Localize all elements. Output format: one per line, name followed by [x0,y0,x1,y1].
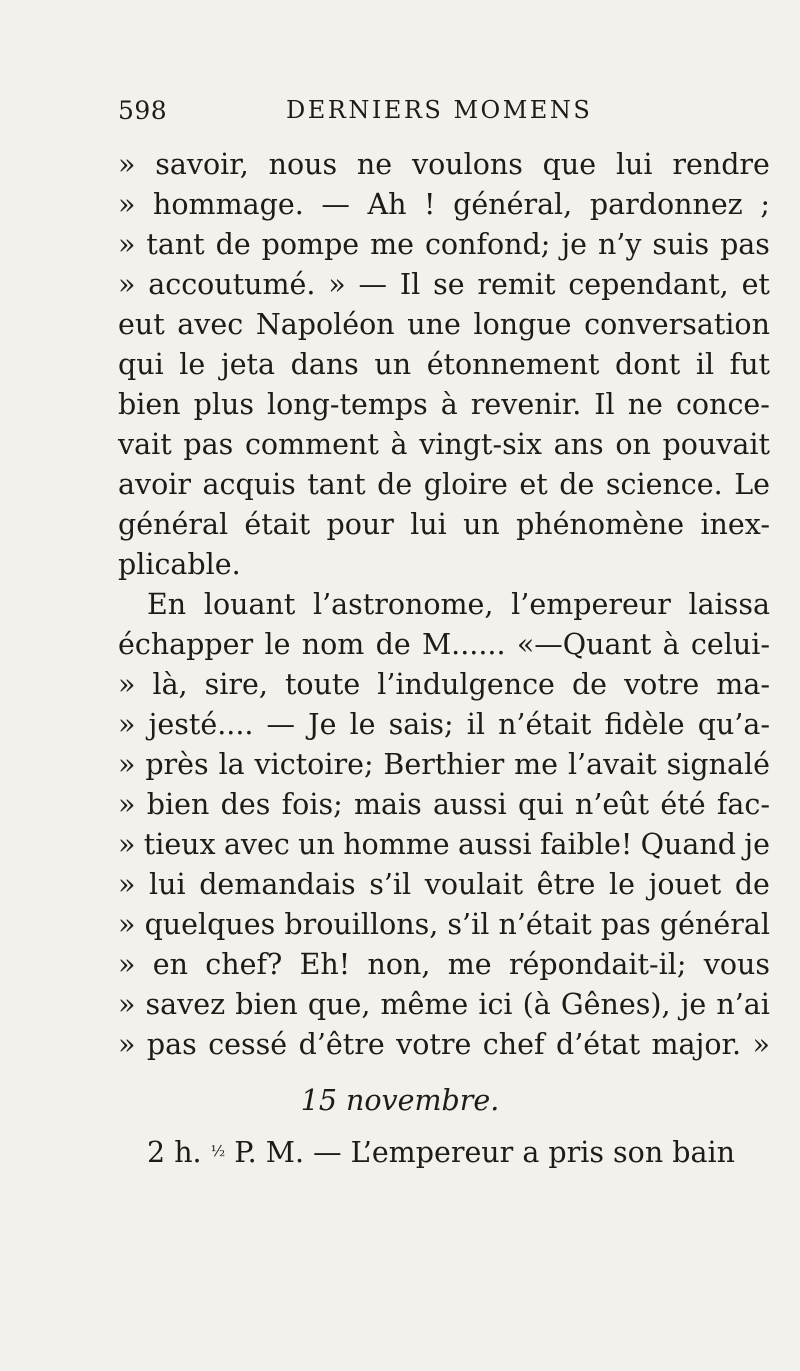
word: être [536,868,596,901]
word: je [680,988,707,1021]
word: me [514,748,559,781]
page-number: 598 [118,96,168,125]
word: n’y [597,228,642,261]
word: — [321,188,350,221]
text-line [118,625,770,665]
word: un [374,348,412,381]
word: (à [522,988,551,1021]
word: bien [118,388,181,421]
word: nom [301,628,365,661]
text-line [118,865,770,905]
word: que [542,148,597,181]
word: tant [146,228,205,261]
word: » [118,228,136,261]
word: ans [553,428,604,461]
word: ne [356,148,393,181]
text-line [118,905,770,945]
word: rendre [672,148,770,181]
word: » [118,188,136,221]
word: voulait [424,868,524,901]
word: l’astronome, [312,588,494,621]
word: voulons [411,148,523,181]
word: un [463,508,500,541]
word: de [559,468,595,501]
word: qui [518,788,564,821]
word: des [220,788,271,821]
word: général [118,508,229,541]
word: victoire; [254,748,374,781]
word: » [118,268,136,301]
word: à [662,628,680,661]
word: mais [353,788,422,821]
word: «—Quant [516,628,652,661]
word: que, [307,988,371,1021]
word: pardonnez [589,188,743,221]
text-line [118,825,770,865]
word: d’être [298,1028,385,1061]
word: avoir [118,468,191,501]
word: ; [760,188,770,221]
text-line [118,745,770,785]
word: votre [396,1028,472,1061]
word: conversation [584,308,770,341]
word: Le [734,468,770,501]
word: tieux [143,828,216,861]
word: bien [146,788,210,821]
word: fois; [281,788,343,821]
text-line [118,385,770,425]
word: jouet [648,868,722,901]
word: — [358,268,388,301]
word: tant [307,468,366,501]
word: » [118,1028,136,1061]
text-line [118,945,770,985]
word: » [118,908,136,941]
word: longue [473,308,572,341]
word: — [266,708,296,741]
word: votre [624,668,700,701]
word: En [147,588,187,621]
word: s’il [447,908,490,941]
word: le [179,348,206,381]
word: à [440,388,458,421]
text-line [118,505,770,545]
last-line-text: P. M. — L’empereur a pris son bain [234,1136,735,1169]
word: me [370,228,415,261]
word: » [118,148,136,181]
word: sire, [204,668,268,701]
word: demandais [199,868,356,901]
word: d’état [555,1028,641,1061]
word: celui- [690,628,770,661]
word: lui [149,868,186,901]
word: non, [367,948,431,981]
word: général, [453,188,573,221]
word: était [244,508,311,541]
word: cependant, [568,268,729,301]
word: laissa [688,588,770,621]
word: pas [146,1028,197,1061]
word: science. [605,468,723,501]
word: dont [615,348,681,381]
word: dans [290,348,359,381]
word: lui [410,508,447,541]
word: Quand [640,828,736,861]
word: me [447,948,492,981]
word: confond; [424,228,551,261]
word: Berthier [383,748,505,781]
word: le [609,868,635,901]
text-line [118,785,770,825]
word: à [390,428,408,461]
word: avec [223,828,290,861]
word: s’il [369,868,412,901]
word: ici [478,988,513,1021]
word: » [328,268,346,301]
word: l’avait [567,748,657,781]
text-line [118,705,770,745]
word: sais; [388,708,454,741]
word: long-temps [267,388,428,421]
word: acquis [202,468,296,501]
word: pouvait [662,428,770,461]
word: aussi [457,828,532,861]
word: ne [627,388,663,421]
word: là, [152,668,188,701]
word: Eh! [299,948,351,981]
word: jeta [220,348,276,381]
word: je [561,228,587,261]
word: » [118,828,136,861]
word: échapper [118,628,254,661]
word: étonnement [426,348,600,381]
word: » [118,868,136,901]
running-head: DERNIERS MOMENS [286,96,593,124]
text-line [118,665,770,705]
text-line [147,585,770,625]
word: pas [720,228,770,261]
word: le [264,628,291,661]
word: chef? [205,948,283,981]
text-line [118,465,770,505]
word: » [752,1028,770,1061]
word: hommage. [153,188,304,221]
word: nous [268,148,338,181]
word: il [466,708,485,741]
word: faible! [539,828,633,861]
word: fut [729,348,770,381]
word: il [695,348,715,381]
text-line [118,265,770,305]
text-line [118,1025,770,1065]
word: l’indulgence [377,668,555,701]
word: Il [399,268,421,301]
text-line: plicable. [118,548,241,581]
word: accoutumé. [148,268,316,301]
word: » [118,988,136,1021]
word: » [118,708,136,741]
word: ! [424,188,436,221]
text-line [118,985,770,1025]
word: comment [244,428,379,461]
word: vingt-six [419,428,542,461]
word: inex- [700,508,770,541]
word: de [377,468,413,501]
word: Ah [367,188,407,221]
word: gloire [423,468,508,501]
word: je [744,828,770,861]
date-heading: 15 novembre. [300,1084,500,1117]
word: n’était [498,908,592,941]
word: suis [652,228,710,261]
word: » [118,668,136,701]
text-line [118,425,770,465]
word: phénomène [516,508,685,541]
word: revenir. [470,388,582,421]
word: pour [326,508,394,541]
word: bien [235,988,298,1021]
word: chef [482,1028,545,1061]
text-line [118,345,770,385]
word: général [659,908,770,941]
word: Napoléon [255,308,395,341]
word: jesté.... [148,708,254,741]
word: Il [594,388,615,421]
word: Gênes), [560,988,671,1021]
word: n’eût [575,788,650,821]
word: pas [183,428,234,461]
word: et [519,468,548,501]
last-line [147,1131,770,1173]
word: se [433,268,465,301]
word: louant [203,588,296,621]
word: le [349,708,376,741]
text-line [118,185,770,225]
word: savoir, [155,148,249,181]
text-line [118,225,770,265]
word: brouillons, [284,908,439,941]
word: fidèle [604,708,685,741]
word: » [118,948,136,981]
word: Je [308,708,337,741]
page-header [118,96,678,136]
word: ma- [716,668,770,701]
word: lui [615,148,653,181]
word: pompe [261,228,360,261]
word: fac- [716,788,770,821]
text-line [118,305,770,345]
word: l’empereur [511,588,671,621]
word: qu’a- [697,708,770,741]
word: major. [651,1028,742,1061]
word: de [215,228,251,261]
word: cessé [208,1028,288,1061]
word: conce- [675,388,770,421]
word: quelques [144,908,276,941]
word: homme [343,828,450,861]
word: n’était [498,708,592,741]
word: aussi [433,788,507,821]
word: n’ai [716,988,770,1021]
word: remit [477,268,556,301]
word: été [660,788,706,821]
word: et [741,268,770,301]
word: de [375,628,411,661]
word: une [407,308,461,341]
word: près [145,748,209,781]
word: répondait-il; [508,948,687,981]
word: pas [600,908,651,941]
word: toute [284,668,361,701]
word: eut [118,308,165,341]
word: la [218,748,245,781]
word: vous [703,948,770,981]
word: plus [193,388,254,421]
word: vait [118,428,172,461]
word: de [571,668,608,701]
word: avec [177,308,244,341]
word: M...... [422,628,506,661]
text-line [118,145,770,185]
word: qui [118,348,164,381]
word: en [152,948,188,981]
word: » [118,748,136,781]
word: signalé [666,748,770,781]
word: savez [145,988,226,1021]
fraction-half: ½ [210,1142,226,1160]
word: même [380,988,469,1021]
word: » [118,788,136,821]
time-text: 2 h. [147,1136,202,1169]
word: de [734,868,770,901]
word: un [298,828,335,861]
word: on [615,428,651,461]
